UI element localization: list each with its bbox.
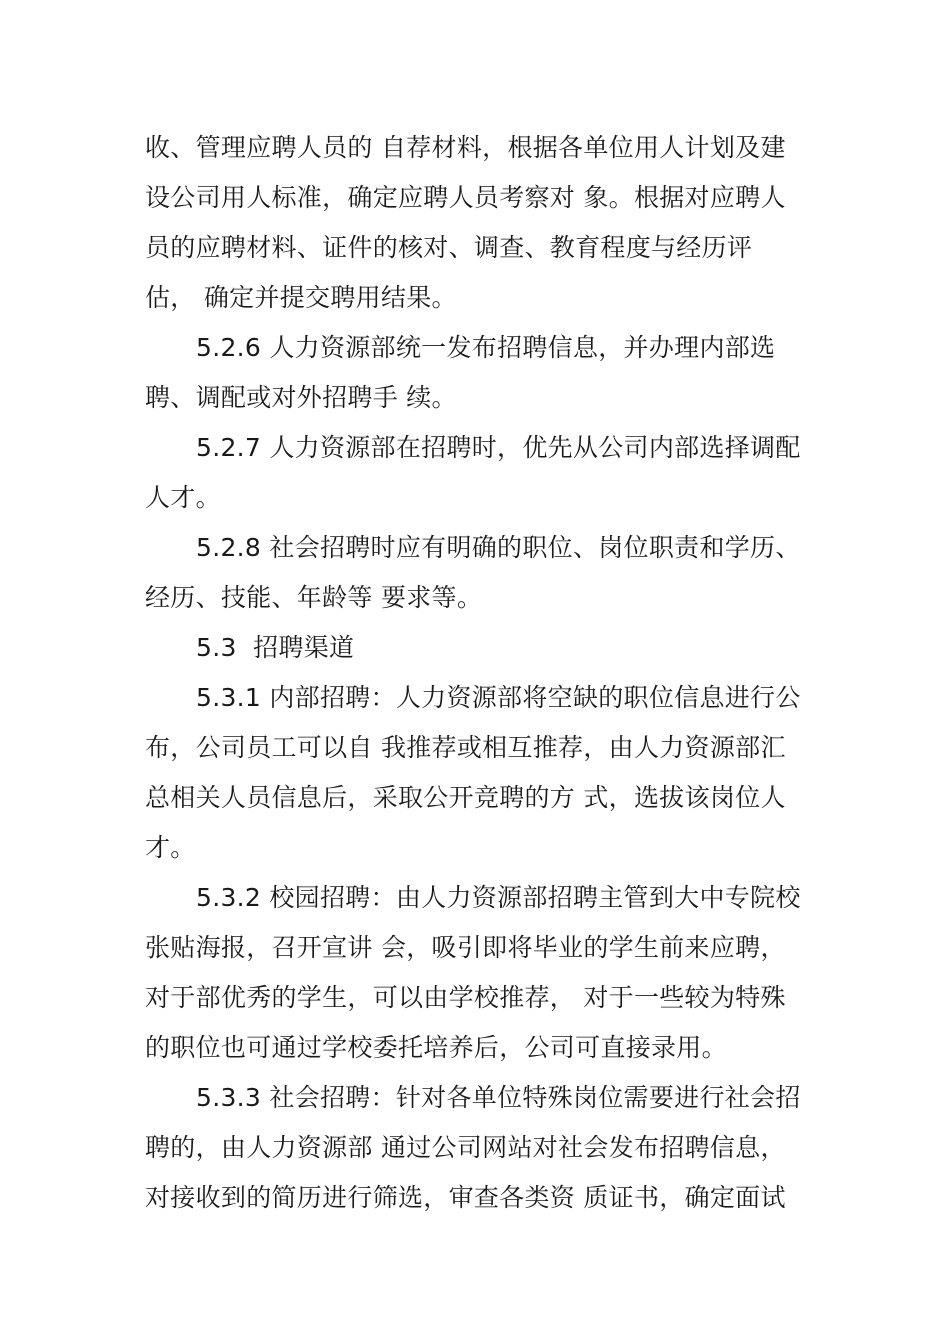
text-line: 才。 bbox=[145, 833, 196, 862]
text-line: 的职位也可通过学校委托培养后，公司可直接录用。 bbox=[145, 1033, 727, 1062]
section-heading-5-3-3: 5.3.3 社会招聘：针对各单位特殊岗位需要进行社会招 bbox=[196, 1083, 801, 1112]
section-heading-5-3-2: 5.3.2 校园招聘：由人力资源部招聘主管到大中专院校 bbox=[196, 883, 801, 912]
text-line: 人才。 bbox=[145, 483, 221, 512]
text-line: 收、管理应聘人员的 自荐材料，根据各单位用人计划及建 bbox=[145, 133, 786, 162]
section-heading-5-2-6: 5.2.6 人力资源部统一发布招聘信息，并办理内部选 bbox=[196, 333, 776, 362]
text-line: 员的应聘材料、证件的核对、调查、教育程度与经历评 bbox=[145, 233, 753, 262]
text-line: 对接收到的简历进行筛选，审查各类资 质证书，确定面试 bbox=[145, 1183, 786, 1212]
text-line: 总相关人员信息后，采取公开竞聘的方 式，选拔该岗位人 bbox=[145, 783, 786, 812]
text-line: 张贴海报，召开宣讲 会，吸引即将毕业的学生前来应聘， bbox=[145, 933, 786, 962]
text-line: 估， 确定并提交聘用结果。 bbox=[145, 283, 457, 312]
section-heading-5-3-1: 5.3.1 内部招聘：人力资源部将空缺的职位信息进行公 bbox=[196, 683, 801, 712]
text-line: 对于部优秀的学生，可以由学校推荐， 对于一些较为特殊 bbox=[145, 983, 786, 1012]
text-line: 聘、调配或对外招聘手 续。 bbox=[145, 383, 457, 412]
text-line: 聘的，由人力资源部 通过公司网站对社会发布招聘信息， bbox=[145, 1133, 786, 1162]
section-heading-5-2-8: 5.2.8 社会招聘时应有明确的职位、岗位职责和学历、 bbox=[196, 533, 801, 562]
text-line: 布，公司员工可以自 我推荐或相互推荐，由人力资源部汇 bbox=[145, 733, 786, 762]
text-line: 设公司用人标准，确定应聘人员考察对 象。根据对应聘人 bbox=[145, 183, 786, 212]
section-heading-5-2-7: 5.2.7 人力资源部在招聘时，优先从公司内部选择调配 bbox=[196, 433, 801, 462]
text-line: 经历、技能、年龄等 要求等。 bbox=[145, 583, 483, 612]
section-heading-5-3: 5.3 招聘渠道 bbox=[196, 633, 355, 662]
